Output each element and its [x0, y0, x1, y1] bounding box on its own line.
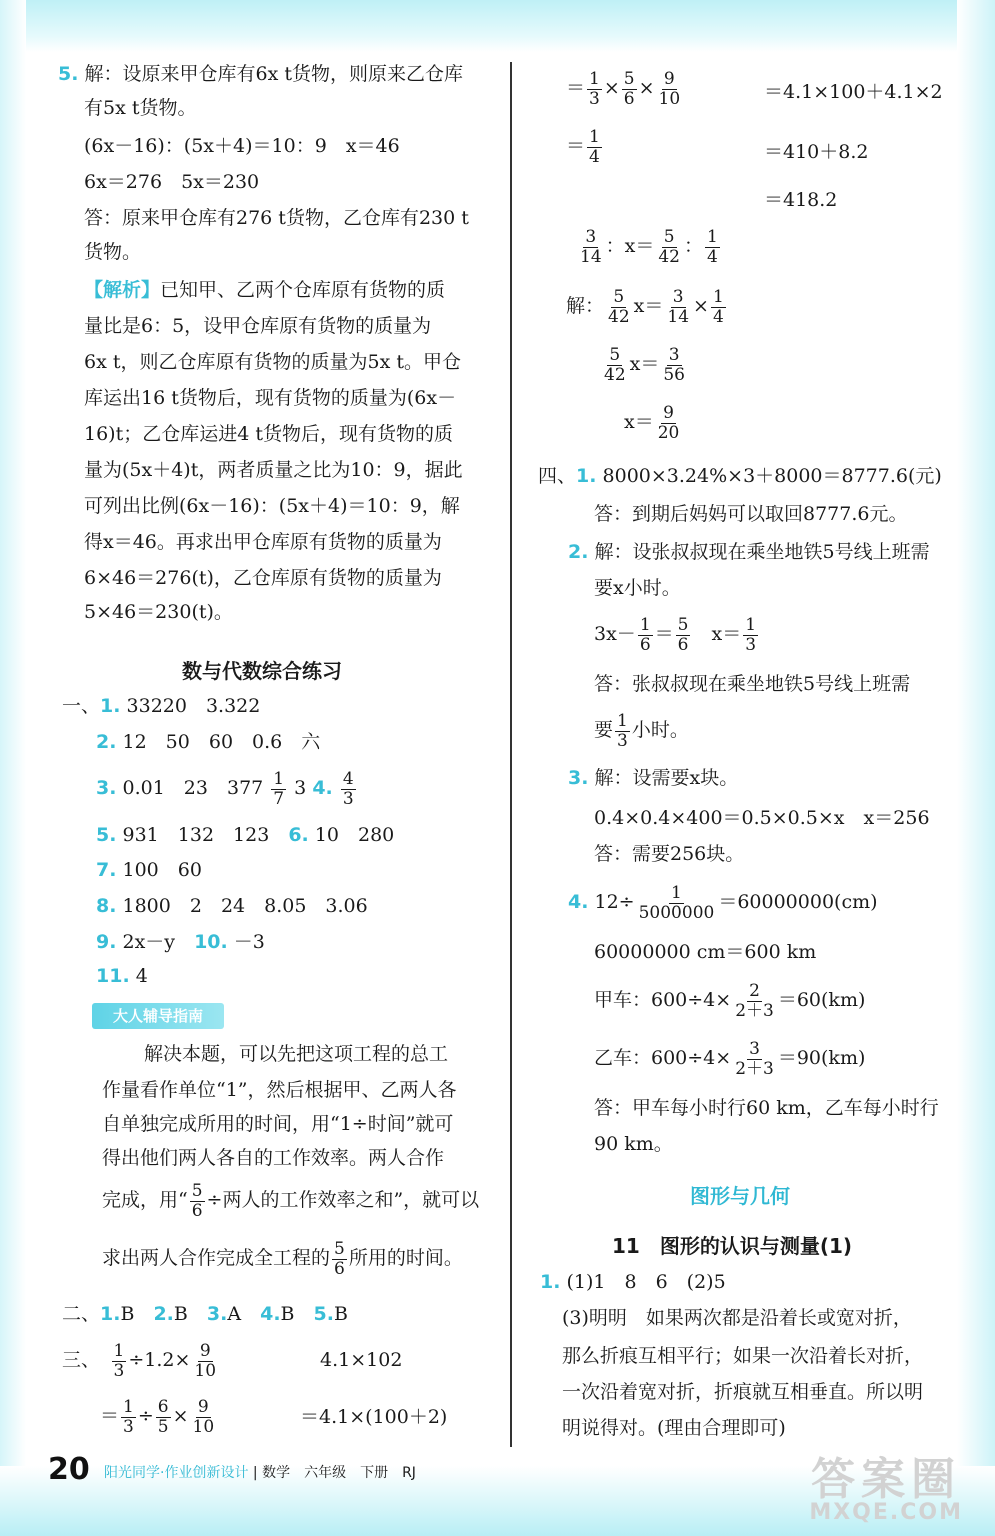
analysis-line-5: 16)t；乙仓库运进4 t货物后，现有货物的质 [84, 423, 453, 445]
sec1-row-11: 11. 4 [96, 965, 148, 987]
g1-line-5: 明说得对。(理由合理即可) [562, 1417, 786, 1439]
fraction: $\frac{9}{20}$ [657, 402, 680, 443]
prop-line-3: $\frac{5}{42}$ x＝ $\frac{3}{56}$ [604, 344, 685, 385]
sec3-row-1a: 三、 $\frac{1}{3}$ ÷1.2× $\frac{9}{10}$ [62, 1340, 217, 1381]
q5-line-2: 有5x t货物。 [84, 97, 197, 119]
fraction: $\frac{5}{42}$ [658, 226, 680, 267]
fraction: $\frac{3}{56}$ [663, 344, 685, 385]
analysis-line-8: 得x＝46。再求出甲仓库原有货物的质量为 [84, 531, 442, 553]
note-line-1: 解决本题，可以先把这项工程的总工 [144, 1043, 449, 1065]
analysis-tag: 【解析】 [84, 279, 161, 301]
sec3-row-2a: ＝ $\frac{1}{3}$ ÷ $\frac{6}{5}$ × $\frac{9}{10}$ [100, 1396, 215, 1437]
fraction: $\frac{5}{6}$ [623, 68, 635, 109]
fraction: $\frac{1}{6}$ [639, 614, 651, 655]
footer-brand: 阳光同学·作业创新设计 [104, 1465, 249, 1481]
fraction: $\frac{1}{3}$ [617, 710, 628, 751]
watermark: 答案圈 MXQE.COM [809, 1454, 963, 1525]
sec4-q3-line-3: 答：需要256块。 [594, 843, 745, 865]
sec4-q1-line-2: 答：到期后妈妈可以取回8777.6元。 [594, 503, 908, 525]
sec1-row-3: 3. 0.01 23 377 $\frac{1}{7}$ 3 4. $\frac{4}{3}$ [96, 768, 354, 809]
sec2-row: 二、1.B 2.B 3.A 4.B 5.B [62, 1303, 348, 1325]
sec4-q4-line-1: 4. 12÷ $\frac{1}{5000000}$ ＝60000000(cm) [568, 882, 878, 923]
q5-line-4: 6x＝276 5x＝230 [84, 171, 260, 193]
sec3-row-2b: ＝4.1×(100＋2) [300, 1406, 448, 1428]
sec1-row-9: 9. 2x－y 10. －3 [96, 931, 265, 953]
sec4-q2-equation: 3x－ $\frac{1}{6}$ ＝ $\frac{5}{6}$ x＝ $\frac{1}{3}$ [594, 614, 757, 655]
fraction: $\frac{5}{6}$ [677, 614, 689, 655]
calc-d2: ＝410＋8.2 [764, 141, 869, 163]
page-number: 20 [48, 1452, 90, 1487]
g1-line-4: 一次沿着宽对折，折痕就互相垂直。所以明 [562, 1381, 924, 1403]
prop-line-2: 解： $\frac{5}{42}$ x＝ $\frac{3}{14}$ × $\frac{1}{4}$ [566, 286, 724, 327]
column-divider [510, 62, 512, 1447]
g1-line-3: 那么折痕互相平行；如果一次沿着长对折， [562, 1345, 924, 1367]
sec4-q3-line-2: 0.4×0.4×400＝0.5×0.5×x x＝256 [594, 807, 930, 829]
fraction: $\frac{3}{14}$ [667, 286, 690, 327]
fraction: $\frac{1}{3}$ [123, 1396, 134, 1437]
geometry-title: 图形与几何 [690, 1184, 790, 1208]
q5-line-3: (6x－16)：(5x＋4)＝10：9 x＝46 [84, 135, 400, 157]
analysis-line-1: 【解析】已知甲、乙两个仓库原有货物的质 [84, 279, 446, 301]
fraction: $\frac{1}{4}$ [712, 286, 724, 327]
analysis-line-10: 5×46＝230(t)。 [84, 601, 233, 623]
q5-line-1: 5. 解：设原来甲仓库有6x t货物，则原来乙仓库 [58, 63, 463, 85]
sec4-q4-line-2: 60000000 cm＝600 km [594, 941, 817, 963]
fraction: $\frac{3}{14}$ [580, 226, 602, 267]
unit-heading: 11 图形的认识与测量(1) [612, 1234, 853, 1258]
fraction: $\frac{1}{3}$ [589, 68, 600, 109]
right-decoration [957, 0, 995, 1536]
sec4-q4-line-6: 90 km。 [594, 1133, 673, 1155]
calc-line-1: ＝ $\frac{1}{3}$ × $\frac{5}{6}$ × $\frac{9}{10}$ [566, 68, 681, 109]
fraction: $\frac{2}{2+3}$ [735, 980, 774, 1021]
sec4-q2-line-3: 答：张叔叔现在乘坐地铁5号线上班需 [594, 673, 911, 695]
note-line-6: 求出两人合作完成全工程的 $\frac{5}{6}$ 所用的时间。 [102, 1238, 463, 1279]
fraction: $\frac{5}{42}$ [604, 344, 626, 385]
sec1-row-8: 8. 1800 2 24 8.05 3.06 [96, 895, 368, 917]
prop-line-4: x＝ $\frac{9}{20}$ [624, 402, 680, 443]
fraction: $\frac{9}{10}$ [194, 1340, 217, 1381]
note-line-2: 作量看作单位“1”，然后根据甲、乙两人各 [102, 1079, 457, 1101]
note-line-4: 得出他们两人各自的工作效率。两人合作 [102, 1147, 445, 1169]
fraction: $\frac{9}{10}$ [658, 68, 681, 109]
fraction: $\frac{5}{6}$ [191, 1180, 203, 1221]
analysis-line-9: 6×46＝276(t)，乙仓库原有货物的质量为 [84, 567, 442, 589]
analysis-line-4: 库运出16 t货物后，现有货物的质量为(6x－ [84, 387, 457, 409]
q5-line-5: 答：原来甲仓库有276 t货物，乙仓库有230 t [84, 207, 469, 229]
fraction: $\frac{3}{2+3}$ [735, 1038, 774, 1079]
sec4-q1-line-1: 四、1. 8000×3.24%×3＋8000＝8777.6(元) [538, 465, 942, 487]
sec4-q2-line-4: 要 $\frac{1}{3}$ 小时。 [594, 710, 689, 751]
calc-d1: ＝4.1×100＋4.1×2 [764, 81, 943, 103]
footer-subject: 数学 六年级 下册 RJ [262, 1465, 416, 1481]
fraction: $\frac{4}{3}$ [342, 768, 354, 809]
left-decoration [0, 0, 26, 1536]
analysis-line-6: 量为(5x＋4)t，两者质量之比为10：9，据此 [84, 459, 463, 481]
fraction: $\frac{1}{7}$ [273, 768, 285, 809]
fraction: $\frac{5}{6}$ [334, 1238, 345, 1279]
sec4-q2-line-2: 要x小时。 [594, 577, 681, 599]
analysis-line-2: 量比是6：5，设甲仓库原有货物的质量为 [84, 315, 432, 337]
fraction: $\frac{5}{42}$ [608, 286, 630, 327]
calc-line-2: ＝ $\frac{1}{4}$ [566, 126, 600, 167]
fraction: $\frac{6}{5}$ [157, 1396, 169, 1437]
sec4-q4-line-3: 甲车：600÷4× $\frac{2}{2+3}$ ＝60(km) [594, 980, 866, 1021]
fraction: $\frac{1}{3}$ [113, 1340, 125, 1381]
calc-d3: ＝418.2 [764, 189, 838, 211]
top-decoration [0, 0, 995, 52]
sec1-row-2: 2. 12 50 60 0.6 六 [96, 731, 321, 753]
prop-line-1: $\frac{3}{14}$ ：x＝ $\frac{5}{42}$ ： $\frac{1}{4}$ [580, 226, 718, 267]
g1-line-1: 1. (1)1 8 6 (2)5 [540, 1271, 726, 1293]
tutor-guide-badge: 大人辅导指南 [92, 1003, 224, 1029]
sec1-row-5: 5. 931 132 123 6. 10 280 [96, 824, 395, 846]
q5-line-6: 货物。 [84, 241, 142, 263]
section-title: 数与代数综合练习 [182, 659, 342, 683]
sec3-row-1b: 4.1×102 [320, 1349, 403, 1371]
sec4-q4-line-5: 答：甲车每小时行60 km，乙车每小时行 [594, 1097, 939, 1119]
fraction: $\frac{1}{4}$ [589, 126, 600, 167]
sec4-q4-line-4: 乙车：600÷4× $\frac{3}{2+3}$ ＝90(km) [594, 1038, 866, 1079]
fraction: $\frac{1}{4}$ [707, 226, 718, 267]
fraction: $\frac{1}{5000000}$ [638, 882, 715, 923]
footer-info: 阳光同学·作业创新设计 | 数学 六年级 下册 RJ [104, 1465, 416, 1481]
sec1-row-1: 一、1. 33220 3.322 [62, 695, 261, 717]
analysis-line-7: 可列出比例(6x－16)：(5x＋4)＝10：9，解 [84, 495, 460, 517]
note-line-3: 自单独完成所用的时间，用“1÷时间”就可 [102, 1113, 454, 1135]
sec4-q2-line-1: 2. 解：设张叔叔现在乘坐地铁5号线上班需 [568, 541, 930, 563]
sec1-row-7: 7. 100 60 [96, 859, 202, 881]
note-line-5: 完成，用“ $\frac{5}{6}$ ÷两人的工作效率之和”，就可以 [102, 1180, 480, 1221]
g1-line-2: (3)明明 如果两次都是沿着长或宽对折， [562, 1307, 912, 1329]
analysis-line-3: 6x t，则乙仓库原有货物的质量为5x t。甲仓 [84, 351, 461, 373]
sec4-q3-line-1: 3. 解：设需要x块。 [568, 767, 739, 789]
fraction: $\frac{1}{3}$ [745, 614, 757, 655]
fraction: $\frac{9}{10}$ [192, 1396, 215, 1437]
